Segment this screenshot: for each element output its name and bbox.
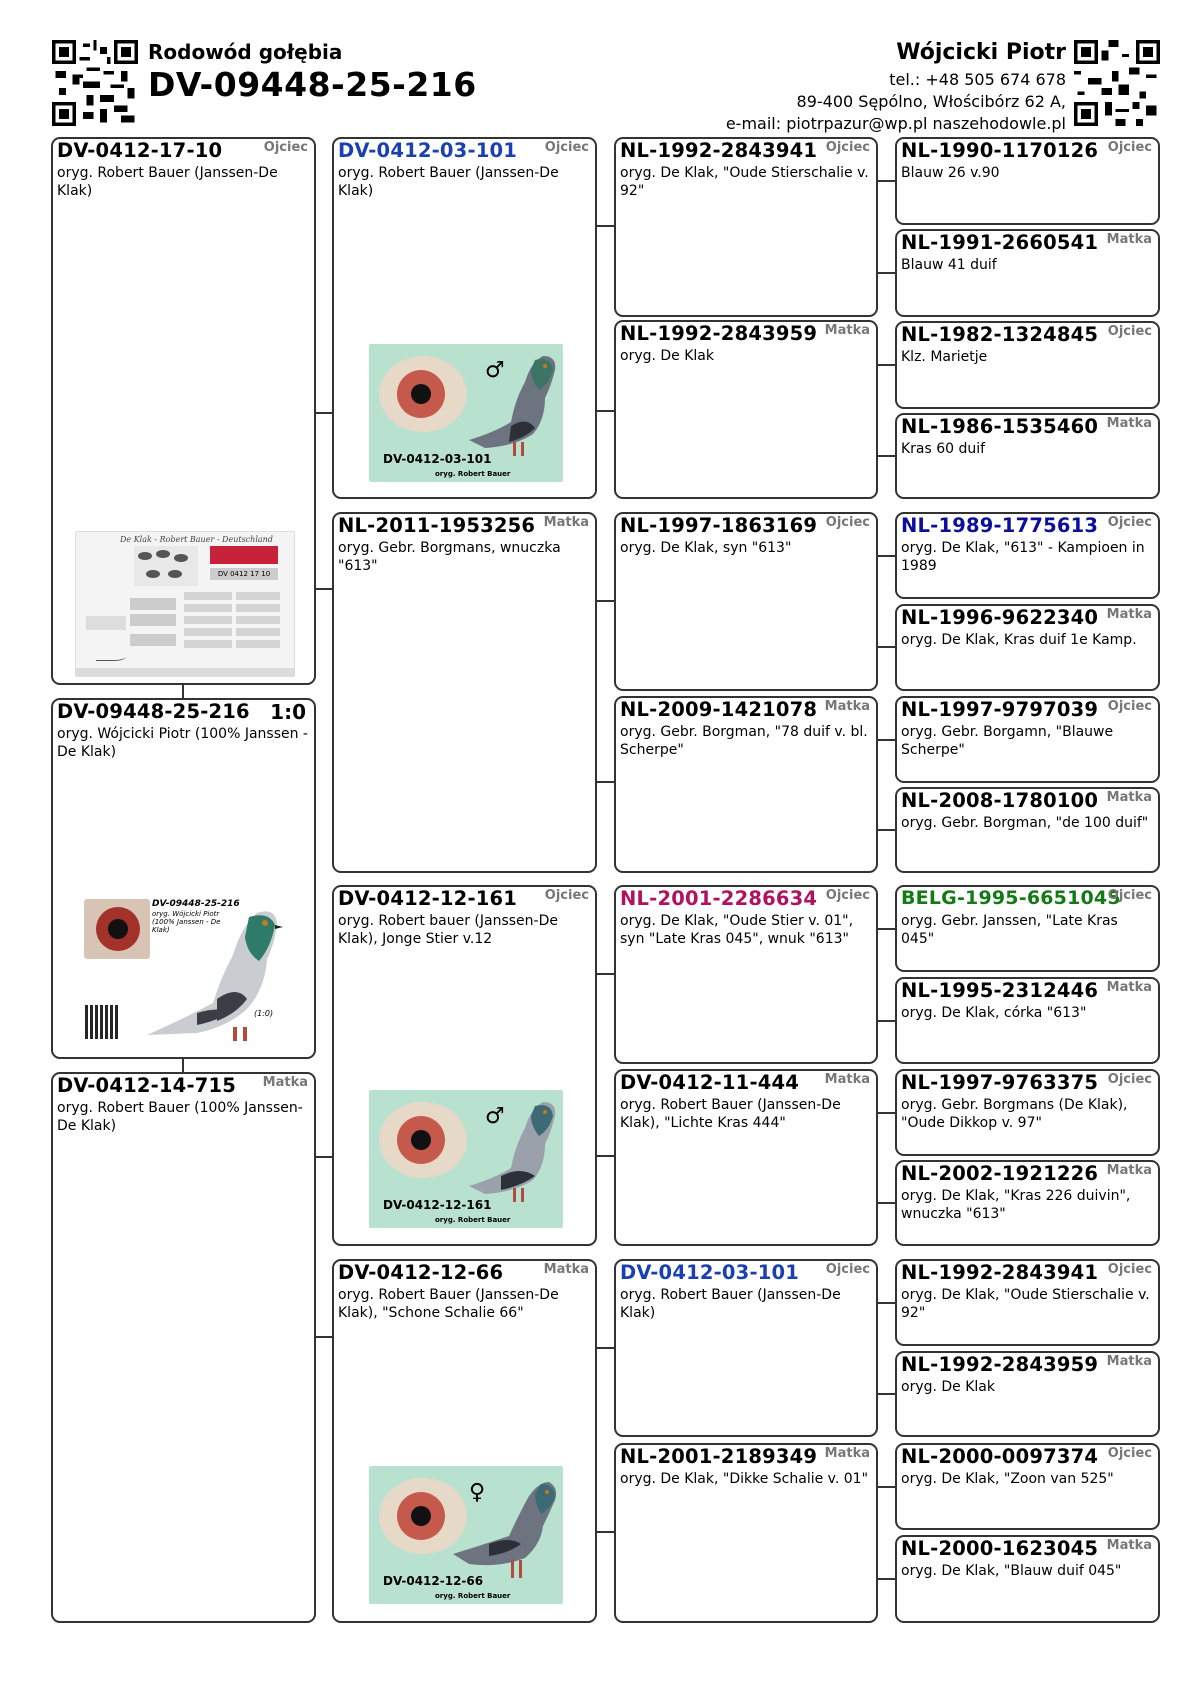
photo-sub-caption: oryg. Wójcicki Piotr (100% Janssen - De Klak): [152, 910, 221, 934]
sex-label: Matka: [824, 323, 870, 338]
ring-number: NL-1991-2660541: [901, 231, 1099, 254]
pigeon-illustration: [465, 350, 561, 458]
ring-number: DV-09448-25-216: [57, 700, 250, 723]
sex-label: Matka: [543, 515, 589, 530]
ring-number: NL-2002-1921226: [901, 1162, 1099, 1185]
connector-line: [877, 1578, 895, 1580]
origin-description: oryg. De Klak, Kras duif 1e Kamp.: [901, 632, 1137, 648]
sex-label: Ojciec: [1107, 699, 1152, 714]
connector-line: [315, 588, 332, 590]
sex-label: Ojciec: [1107, 1072, 1152, 1087]
origin-description: oryg. Robert Bauer (Janssen-De Klak), "Lichte Kras 444": [620, 1097, 841, 1131]
connector-line: [596, 973, 614, 975]
connector-line: [596, 410, 614, 412]
ring-number: NL-2008-1780100: [901, 789, 1099, 812]
pedigree-document-thumbnail[interactable]: [75, 531, 295, 677]
pedigree-box-gen3-5[interactable]: [614, 885, 878, 1064]
photo-sub-caption: oryg. Robert Bauer: [435, 470, 511, 478]
origin-description: oryg. Robert bauer (Janssen-De Klak), Jonge Stier v.12: [338, 913, 558, 947]
ring-number: NL-1990-1170126: [901, 139, 1099, 162]
ring-number: NL-1997-9763375: [901, 1071, 1099, 1094]
origin-description: oryg. De Klak, "Oude Stierschalie v. 92": [901, 1287, 1150, 1321]
origin-description: oryg. Robert Bauer (Janssen-De Klak): [338, 165, 559, 199]
ring-number: NL-1982-1324845: [901, 323, 1099, 346]
qr-code-right: [1074, 40, 1160, 126]
ring-number: NL-1997-1863169: [620, 514, 818, 537]
photo-caption: DV-0412-03-101: [383, 452, 492, 466]
pedigree-box-gen4-10[interactable]: [895, 977, 1160, 1064]
origin-description: oryg. Gebr. Janssen, "Late Kras 045": [901, 913, 1118, 947]
photo-caption: DV-09448-25-216: [152, 899, 240, 909]
origin-description: oryg. De Klak, "Dikke Schalie v. 01": [620, 1471, 869, 1487]
origin-description: Klz. Marietje: [901, 349, 988, 365]
ring-number: NL-1992-2843941: [901, 1261, 1099, 1284]
owner-name: Wójcicki Piotr: [896, 40, 1066, 65]
connector-line: [877, 455, 895, 457]
connector-line: [596, 600, 614, 602]
pedigree-box-dam[interactable]: [51, 1072, 316, 1623]
sex-label: Matka: [1106, 790, 1152, 805]
origin-description: oryg. De Klak, "613" - Kampioen in 1989: [901, 540, 1145, 574]
pedigree-box-gen3-4[interactable]: [614, 696, 878, 873]
photo-caption: DV-0412-12-66: [383, 1574, 484, 1588]
pedigree-box-gen4-6[interactable]: [895, 604, 1160, 691]
connector-line: [877, 646, 895, 648]
pedigree-ring-number: DV-09448-25-216: [148, 65, 477, 104]
connector-line: [877, 272, 895, 274]
connector-line: [315, 1156, 332, 1158]
connector-line: [877, 1393, 895, 1395]
origin-description: oryg. Gebr. Borgmans (De Klak), "Oude Dikkop v. 97": [901, 1097, 1128, 1131]
sex-label: Matka: [1106, 607, 1152, 622]
pigeon-illustration: [465, 1096, 561, 1204]
connector-line: [877, 739, 895, 741]
pedigree-box-gen3-2[interactable]: [614, 320, 878, 499]
pedigree-box-gen4-5[interactable]: [895, 512, 1160, 599]
pedigree-box-gen2-4[interactable]: [332, 1259, 597, 1623]
pedigree-box-gen4-4[interactable]: [895, 413, 1160, 499]
origin-description: oryg. De Klak, "Oude Stierschalie v. 92": [620, 165, 869, 199]
pedigree-box-gen3-8[interactable]: [614, 1443, 878, 1623]
ring-number: NL-2009-1421078: [620, 698, 818, 721]
sex-label: Matka: [824, 1446, 870, 1461]
origin-description: oryg. De Klak, "Kras 226 duivin", wnuczka "613": [901, 1188, 1131, 1222]
pedigree-box-sire[interactable]: [51, 137, 316, 685]
ring-number: NL-1992-2843941: [620, 139, 818, 162]
pedigree-box-gen3-1[interactable]: [614, 137, 878, 317]
ring-number: DV-0412-11-444: [620, 1071, 800, 1094]
sex-label: Ojciec: [825, 515, 870, 530]
ring-number: BELG-1995-6651045: [901, 887, 1121, 909]
origin-description: oryg. De Klak, córka "613": [901, 1005, 1087, 1021]
pigeon-photo[interactable]: [369, 344, 563, 482]
connector-line: [877, 1112, 895, 1114]
origin-description: Kras 60 duif: [901, 441, 986, 457]
origin-description: oryg. De Klak, "Zoon van 525": [901, 1471, 1114, 1487]
ring-number: NL-2011-1953256: [338, 514, 536, 537]
ring-number: NL-1992-2843959: [901, 1353, 1099, 1376]
connector-line: [182, 684, 184, 699]
photo-caption: DV-0412-12-161: [383, 1198, 492, 1212]
pigeon-illustration: [137, 903, 287, 1047]
sex-label: Matka: [1106, 416, 1152, 431]
ring-number: DV-0412-12-161: [338, 887, 518, 910]
result-badge: 1:0: [270, 700, 306, 724]
sex-label: Ojciec: [263, 140, 308, 155]
pedigree-box-gen3-6[interactable]: [614, 1069, 878, 1246]
sex-label: Matka: [824, 699, 870, 714]
sex-label: Ojciec: [1107, 515, 1152, 530]
connector-line: [596, 1347, 614, 1349]
sex-label: Ojciec: [825, 140, 870, 155]
pedigree-box-gen4-11[interactable]: [895, 1069, 1160, 1156]
pigeon-photo[interactable]: [82, 897, 287, 1047]
connector-line: [596, 781, 614, 783]
origin-description: Blauw 26 v.90: [901, 165, 1000, 181]
sex-label: Matka: [1106, 1354, 1152, 1369]
origin-description: oryg. Robert Bauer (Janssen-De Klak), "Schone Schalie 66": [338, 1287, 559, 1321]
pedigree-box-gen3-7[interactable]: [614, 1259, 878, 1437]
pedigree-box-gen4-13[interactable]: [895, 1259, 1160, 1346]
pedigree-box-subject[interactable]: [51, 698, 316, 1059]
photo-tag: (1:0): [254, 1009, 274, 1018]
pedigree-box-gen4-3[interactable]: [895, 321, 1160, 409]
sex-label: Ojciec: [825, 888, 870, 903]
ring-number: NL-2001-2189349: [620, 1445, 818, 1468]
pigeon-illustration: [449, 1474, 561, 1582]
origin-description: oryg. Robert Bauer (Janssen-De Klak): [620, 1287, 841, 1321]
qr-code-left: [52, 40, 138, 126]
ring-number: DV-0412-12-66: [338, 1261, 504, 1284]
sex-label: Matka: [1106, 1163, 1152, 1178]
ring-number: NL-1995-2312446: [901, 979, 1099, 1002]
connector-line: [182, 1058, 184, 1073]
ring-number: NL-2000-0097374: [901, 1445, 1099, 1468]
origin-description: oryg. Gebr. Borgamn, "Blauwe Scherpe": [901, 724, 1114, 758]
sex-symbol: ♂: [485, 1104, 505, 1129]
sex-symbol: ♀: [469, 1480, 486, 1505]
origin-description: oryg. De Klak: [901, 1379, 995, 1395]
pedigree-box-gen4-7[interactable]: [895, 696, 1160, 783]
ring-number: NL-1996-9622340: [901, 606, 1099, 629]
ring-number: DV-0412-03-101: [338, 139, 518, 162]
connector-line: [877, 928, 895, 930]
sex-label: Ojciec: [544, 140, 589, 155]
connector-line: [315, 412, 332, 414]
pedigree-box-gen4-14[interactable]: [895, 1351, 1160, 1437]
sex-label: Matka: [1106, 232, 1152, 247]
pigeon-photo[interactable]: [369, 1466, 563, 1604]
ring-number: DV-0412-14-715: [57, 1074, 237, 1097]
pedigree-box-gen4-1[interactable]: [895, 137, 1160, 225]
pedigree-box-gen2-3[interactable]: [332, 885, 597, 1246]
ring-number: DV-0412-03-101: [620, 1261, 800, 1284]
eye-photo: [379, 356, 467, 432]
connector-line: [877, 364, 895, 366]
origin-description: oryg. Gebr. Borgman, "78 duif v. bl. Scherpe": [620, 724, 868, 758]
connector-line: [877, 555, 895, 557]
eye-photo: [379, 1102, 467, 1178]
sex-label: Matka: [543, 1262, 589, 1277]
pigeon-photo[interactable]: [369, 1090, 563, 1228]
origin-description: oryg. De Klak, "Blauw duif 045": [901, 1563, 1122, 1579]
origin-description: oryg. Gebr. Borgman, "de 100 duif": [901, 815, 1149, 831]
connector-line: [596, 225, 614, 227]
ring-number: NL-1997-9797039: [901, 698, 1099, 721]
document-title: Rodowód gołębia: [148, 40, 343, 64]
connector-line: [877, 1302, 895, 1304]
origin-description: oryg. Wójcicki Piotr (100% Janssen - De Klak): [57, 726, 308, 760]
sex-label: Matka: [262, 1075, 308, 1090]
origin-description: oryg. De Klak, "Oude Stier v. 01", syn "Late Kras 045", wnuk "613": [620, 913, 854, 947]
owner-contact[interactable]: e-mail: piotrpazur@wp.pl naszehodowle.pl: [725, 114, 1066, 133]
sex-label: Matka: [824, 1072, 870, 1087]
document-thumbnail-ring: DV 0412 17 10: [210, 568, 278, 580]
pedigree-box-gen2-1[interactable]: [332, 137, 597, 499]
pedigree-box-gen3-3[interactable]: [614, 512, 878, 691]
connector-line: [877, 180, 895, 182]
sex-label: Ojciec: [1107, 1446, 1152, 1461]
ring-number: NL-1989-1775613: [901, 514, 1099, 537]
origin-description: oryg. Robert Bauer (100% Janssen-De Klak): [57, 1100, 303, 1134]
photo-sub-caption: oryg. Robert Bauer: [435, 1592, 511, 1600]
connector-line: [877, 1486, 895, 1488]
ring-number: DV-0412-17-10: [57, 139, 223, 162]
sex-label: Matka: [1106, 980, 1152, 995]
connector-line: [877, 829, 895, 831]
pedigree-box-gen4-12[interactable]: [895, 1160, 1160, 1246]
sex-label: Ojciec: [1107, 140, 1152, 155]
ring-number: NL-2000-1623045: [901, 1537, 1099, 1560]
connector-line: [877, 1020, 895, 1022]
origin-description: oryg. De Klak: [620, 348, 714, 364]
pedigree-box-gen4-9[interactable]: [895, 885, 1160, 972]
connector-line: [315, 1336, 332, 1338]
origin-description: oryg. Robert Bauer (Janssen-De Klak): [57, 165, 278, 199]
qr-code-small: [85, 1005, 119, 1039]
owner-address: 89-400 Sępólno, Włościbórz 62 A,: [796, 92, 1066, 111]
photo-sub-caption: oryg. Robert Bauer: [435, 1216, 511, 1224]
pedigree-box-gen4-16[interactable]: [895, 1535, 1160, 1623]
sex-label: Ojciec: [1107, 888, 1152, 903]
connector-line: [596, 1531, 614, 1533]
owner-phone: tel.: +48 505 674 678: [889, 70, 1066, 89]
document-thumbnail-title: De Klak - Robert Bauer - Deutschland: [120, 535, 273, 544]
sex-label: Ojciec: [544, 888, 589, 903]
pedigree-box-gen2-2[interactable]: [332, 512, 597, 873]
sex-label: Ojciec: [825, 1262, 870, 1277]
sex-label: Ojciec: [1107, 324, 1152, 339]
pedigree-box-gen4-2[interactable]: [895, 229, 1160, 317]
connector-line: [877, 1202, 895, 1204]
origin-description: oryg. Gebr. Borgmans, wnuczka "613": [338, 540, 561, 574]
sex-symbol: ♂: [485, 358, 505, 383]
ring-number: NL-2001-2286634: [620, 887, 818, 910]
sex-label: Ojciec: [1107, 1262, 1152, 1277]
pedigree-box-gen4-8[interactable]: [895, 787, 1160, 873]
ring-number: NL-1992-2843959: [620, 322, 818, 345]
pedigree-box-gen4-15[interactable]: [895, 1443, 1160, 1530]
origin-description: oryg. De Klak, syn "613": [620, 540, 792, 556]
origin-description: Blauw 41 duif: [901, 257, 997, 273]
sex-label: Matka: [1106, 1538, 1152, 1553]
connector-line: [596, 1155, 614, 1157]
ring-number: NL-1986-1535460: [901, 415, 1099, 438]
